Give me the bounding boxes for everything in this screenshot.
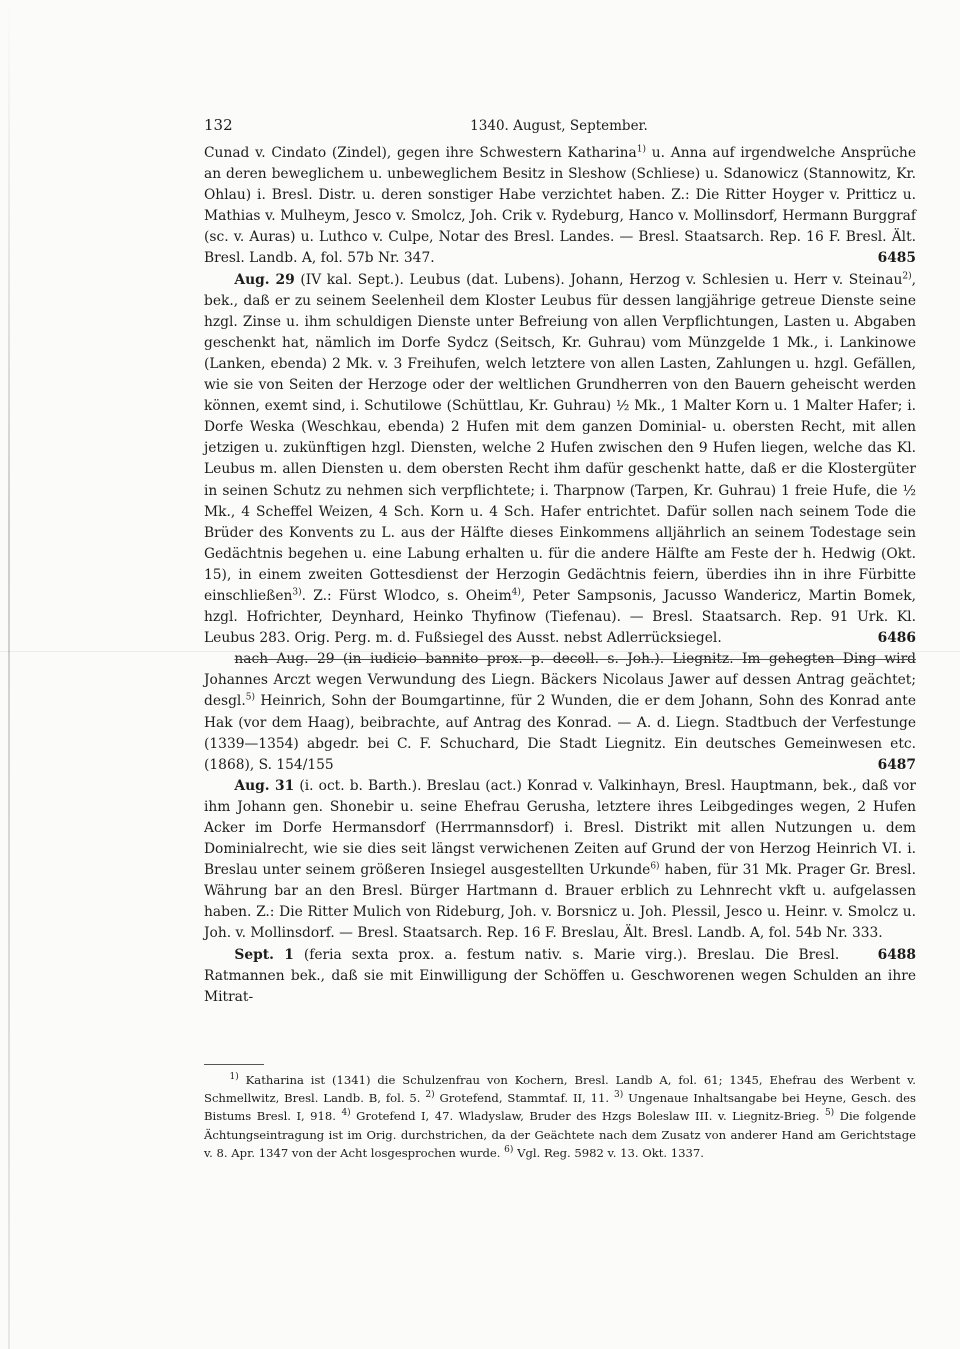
footnote-ref: 2)	[902, 270, 912, 281]
scan-edge	[8, 0, 10, 1349]
footnote-rule	[204, 1064, 264, 1065]
footnote-text: Katharina ist (1341) die Schulzenfrau von Kochern, Bresl. Landb A, fol. 61; 1345, Ehefrau des Werbent v. Schmellwitz, Bresl. Landb. B, fol. 5.	[204, 1073, 916, 1106]
page-header	[204, 116, 914, 136]
entry-text: (IV kal. Sept.). Leubus (dat. Lubens). Johann, Herzog v. Schlesien u. Herr v. Steinau	[294, 271, 903, 288]
footnote-mark: 6)	[504, 1144, 514, 1155]
footnotes	[204, 1071, 916, 1162]
entry-date: Aug. 31	[234, 777, 295, 794]
entry-number: 6488	[877, 946, 916, 963]
entry-number: 6487	[877, 756, 916, 773]
footnote-block	[204, 1071, 916, 1162]
footnote-text: Vgl. Reg. 5982 v. 13. Okt. 1337.	[513, 1145, 704, 1160]
footnote-ref: 6)	[650, 861, 660, 872]
entry-text: (feria sexta prox. a. festum nativ. s. Marie virg.). Breslau. Die Bresl. Ratmannen bek., daß sie mit Einwilligung der Schöffen u. Geschworenen wegen Schulden an ihre Mitrat-	[204, 946, 916, 1005]
footnote-text: Grotefend I, 47. Wladyslaw, Bruder des Hzgs Boleslaw III. v. Liegnitz-Brieg.	[350, 1109, 825, 1124]
footnote-ref: 4)	[511, 587, 521, 598]
footnote-mark: 1)	[229, 1072, 239, 1083]
entry-text: . Z.: Fürst Wlodco, s. Oheim	[301, 587, 512, 604]
footnote-ref: 5)	[245, 692, 255, 703]
entry-text: , Peter Sampsonis, Jacusso Wandericz, Martin Bomek, hzgl. Hofrichter, Deynhard, Heinko Thyfinow (Tiefenau). — Bresl. Staatsarch. Rep. 91 Urk. Kl. Leubus 283. Orig. Perg. m. d. Fußsiegel des Ausst. nebst Adlerrücksiegel.	[204, 587, 916, 647]
entry-6487	[204, 649, 916, 776]
footnote-ref: 3)	[292, 587, 302, 598]
footnote-mark: 5)	[824, 1108, 835, 1119]
footnote-text: Die folgende Ächtungseintragung ist im Orig. durchstrichen, da der Geächtete nach dem Zusatz von anderer Hand am Gerichtstage v. 8. Apr. 1347 von der Acht losgesprochen wurde.	[204, 1109, 916, 1160]
entry-6486	[204, 270, 916, 650]
entry-text: u. Anna auf irgendwelche Ansprüche an deren beweglichem u. unbeweglichem Besitz in Sleshow (Schliese) u. Sdanowicz (Stannowitz, Kr. Ohlau) i. Bresl. Distr. u. deren sonstiger Habe verzichtet haben. Z.: Die Ritter Hoyger v. Pritticz u. Mathias v. Mulheym, Jesco v. Smolcz, Joh. Crik v. Rydeburg, Hanco v. Mollinsdorf, Hermann Burggraf (sc. v. Auras) u. Luthco v. Culpe, Notar des Bresl. Landes. — Bresl. Staatsarch. Rep. 16 F. Bresl. Ält. Bresl. Landb. A, fol. 57b Nr. 347.	[204, 145, 916, 267]
entry-date: Sept. 1	[234, 946, 294, 963]
entry-text: haben, für 31 Mk. Prager Gr. Bresl. Währung bar an den Bresl. Bürger Hartmann d. Brauer erblich zu Lehnrecht vkft u. aufgelassen haben. Z.: Die Ritter Mulich von Rideburg, Joh. v. Borsnicz u. Joh. Plessil, Jesco u. Heinr. v. Smolcz u. Joh. v. Mollinsdorf. — Bresl. Staatsarch. Rep. 16 F. Breslau, Ält. Bresl. Landb. A, fol. 54b Nr. 333.	[204, 862, 916, 942]
entry-text: Heinrich, Sohn der Boumgartinne, für 2 Wunden, die er dem Johann, Sohn des Konrad ante Hak (vor dem Haag), beibrachte, auf Antrag des Konrad. — A. d. Liegn. Stadtbuch der Verfestunge (1339—1354) abgedr. bei C. F. Schuchard, Die Stadt Liegnitz. Ein deutsches Gemeinwesen etc. (1868), S. 154/155	[204, 693, 916, 773]
entry-text: (i. oct. b. Barth.). Breslau (act.) Konrad v. Valkinhayn, Bresl. Hauptmann, bek., daß vor ihm Johann gen. Shonebir u. seine Ehefrau Gerusha, letztere ihres Leibgedinges wegen, 2 Hufen Acker im Dorfe Hermansdorf (Herrmannsdorf) i. Bresl. Distrikt mit allen Nutzungen u. dem Dominialrecht, wie sie dies seit längst verwichenen Zeiten auf Grund der von Herzog Heinrich VI. i. Breslau unter seinem größeren Insiegel ausgestellten Urkunde	[204, 777, 916, 879]
struck-text: nach Aug. 29 (in iudicio bannito prox. p. decoll. s. Joh.). Liegnitz. Im gehegten Ding wird	[234, 651, 916, 668]
entry-sept-1	[204, 945, 916, 1008]
footnote-mark: 4)	[341, 1108, 351, 1119]
entry-text: Johannes Arczt wegen Verwundung des Liegn. Bäckers Nicolaus Jawer auf dessen Antrag geächtet; desgl.	[204, 672, 916, 710]
entry-text: , bek., daß er zu seinem Seelenheil dem Kloster Leubus für dessen langjährige getreue Dienste seine hzgl. Zinse u. ihm schuldigen Dienste unter Befreiung von allen Verpflichtungen, Lasten u. Abgaben geschenkt hat, nämlich im Dorfe Sydcz (Seitsch, Kr. Guhrau) vom Münzgelde 1 Mk., i. Lankinowe (Lanken, ebenda) 2 Mk. v. 3 Freihufen, welch letztere von allen Lasten, Zahlungen u. hzgl. Gefällen, wie sie von Seiten der Herzoge oder der weltlichen Grundherren von den Bauern geheischt werden können, exemt sind, i. Schutilowe (Schüttlau, Kr. Guhrau) ½ Mk., 1 Malter Korn u. 1 Malter Hafer; i. Dorfe Weska (Weschkau, ebenda) 2 Hufen mit dem ganzen Dominial- u. obersten Recht, mit allen jetzigen u. zukünftigen hzgl. Diensten, welche 2 Hufen zwischen den 9 Hufen liegen, welche das Kl. Leubus m. allen Diensten u. dem obersten Recht ihm dafür geschenkt hatte, daß er die Klostergüter in seinen Schutz zu nehmen sich verpflichtete; i. Tharpnow (Tarpen, Kr. Guhrau) 1 freie Hufe, die ½ Mk., 4 Scheffel Weizen, 4 Sch. Korn u. 4 Sch. Hafer entrichtet. Dafür sollen nach seinem Tode die Brüder des Konvents zu L. aus der Hälfte dieses Einkommens alljährlich an seinem Todestage sein Gedächtnis begehen u. eine Labung erhalten u. für die andere Hälfte am Feste der h. Hedwig (Okt. 15), in einem zweiten Gottesdienst der Herzogin Gedächtnis feiern, überdies ihn in ihre Fürbitte einschließen	[204, 271, 916, 604]
entry-text: Cunad v. Cindato (Zindel), gegen ihre Schwestern Katharina	[204, 145, 637, 161]
footnote-ref: 1)	[636, 144, 647, 155]
entry-number: 6485	[877, 250, 916, 267]
running-title: 1340. August, September.	[470, 118, 648, 134]
entry-6485	[204, 143, 916, 270]
entry-number: 6486	[877, 630, 916, 647]
footnote-text: Grotefend, Stammtaf. II, 11.	[434, 1091, 614, 1106]
footnote-text: Ungenaue Inhaltsangabe bei Heyne, Gesch. des Bistums Bresl. I, 918.	[204, 1091, 916, 1124]
page-number: 132	[204, 116, 233, 134]
footnote-mark: 3)	[614, 1090, 624, 1101]
footnote-mark: 2)	[425, 1090, 435, 1101]
main-text	[204, 143, 916, 1008]
entry-date: Aug. 29	[234, 271, 295, 288]
